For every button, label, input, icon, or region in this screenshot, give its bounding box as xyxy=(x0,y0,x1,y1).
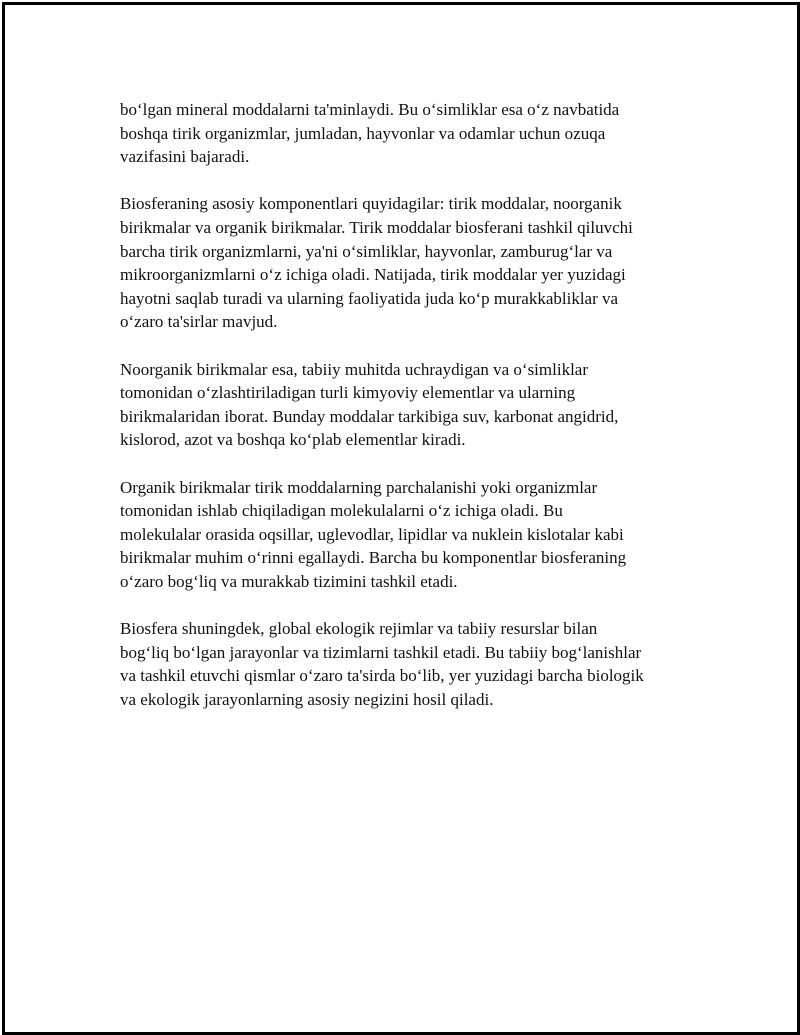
text-line: tomonidan o‘zlashtiriladigan turli kimyoviy elementlar va ularning xyxy=(120,383,576,403)
text-line: Noorganik birikmalar esa, tabiiy muhitda uchraydigan va o‘simliklar xyxy=(120,359,589,379)
paragraph-3 xyxy=(120,358,710,452)
text-line: Organik birikmalar tirik moddalarning parchalanishi yoki organizmlar xyxy=(120,477,598,497)
text-line: Biosfera shuningdek, global ekologik rejimlar va tabiiy resurslar bilan xyxy=(120,619,598,639)
text-line: hayotni saqlab turadi va ularning faoliyatida juda ko‘p murakkabliklar va xyxy=(120,288,619,308)
text-line: Biosferaning asosiy komponentlari quyidagilar: tirik moddalar, noorganik xyxy=(120,194,622,214)
paragraph-5 xyxy=(120,617,710,711)
paragraph-1 xyxy=(120,98,710,169)
text-line: va tashkil etuvchi qismlar o‘zaro ta'sirda bo‘lib, yer yuzidagi barcha biologik xyxy=(120,666,644,686)
text-line: boshqa tirik organizmlar, jumladan, hayvonlar va odamlar uchun ozuqa xyxy=(120,123,606,143)
text-line: o‘zaro ta'sirlar mavjud. xyxy=(120,312,278,332)
text-line: birikmalar va organik birikmalar. Tirik moddalar biosferani tashkil qiluvchi xyxy=(120,217,633,237)
text-line: molekulalar orasida oqsillar, uglevodlar, lipidlar va nuklein kislotalar kabi xyxy=(120,524,624,544)
text-line: o‘zaro bog‘liq va murakkab tizimini tashkil etadi. xyxy=(120,571,458,591)
page-frame xyxy=(2,2,800,1035)
text-line: mikroorganizmlarni o‘z ichiga oladi. Natijada, tirik moddalar yer yuzidagi xyxy=(120,265,626,285)
text-line: barcha tirik organizmlarni, ya'ni o‘simliklar, hayvonlar, zamburug‘lar va xyxy=(120,241,613,261)
paragraph-2 xyxy=(120,192,710,334)
text-line: bog‘liq bo‘lgan jarayonlar va tizimlarni tashkil etadi. Bu tabiiy bog‘lanishlar xyxy=(120,642,642,662)
text-line: bo‘lgan mineral moddalarni ta'minlaydi. Bu o‘simliklar esa o‘z navbatida xyxy=(120,100,620,119)
paragraph-4 xyxy=(120,476,710,594)
text-line: tomonidan ishlab chiqiladigan molekulalarni o‘z ichiga oladi. Bu xyxy=(120,501,563,521)
text-line: birikmalar muhim o‘rinni egallaydi. Barcha bu komponentlar biosferaning xyxy=(120,548,627,568)
text-line: birikmalaridan iborat. Bunday moddalar tarkibiga suv, karbonat angidrid, xyxy=(120,406,619,426)
text-line: kislorod, azot va boshqa ko‘plab elementlar kiradi. xyxy=(120,430,466,450)
text-line: va ekologik jarayonlarning asosiy negizini hosil qiladi. xyxy=(120,689,494,709)
text-line: vazifasini bajaradi. xyxy=(120,147,250,167)
document-body xyxy=(120,98,710,735)
